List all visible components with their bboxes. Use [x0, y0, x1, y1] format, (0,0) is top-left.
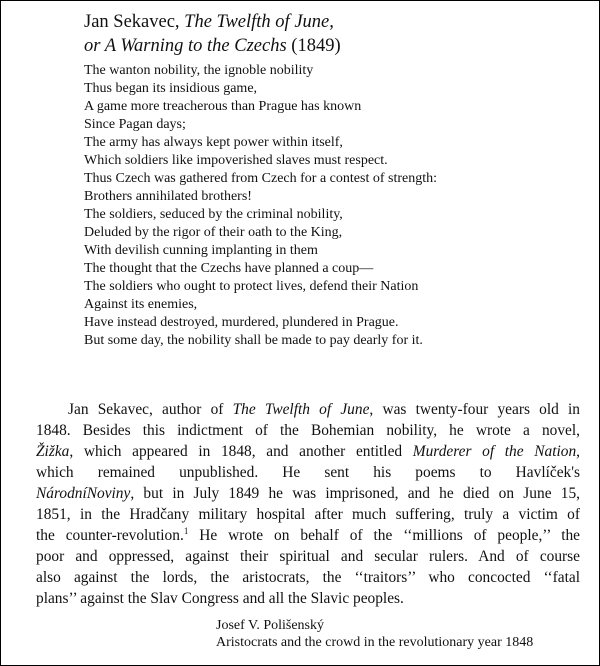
poem-line: Which soldiers like impoverished slaves must respect.: [84, 153, 388, 168]
poem-title-part2: or A Warning to the Czechs: [84, 36, 287, 56]
poem-year: (1849): [286, 36, 341, 56]
text-run: , was twenty-four years old in: [369, 401, 580, 418]
paragraph-line: which remained unpublished. He sent his poems to Havlíček's: [36, 464, 580, 481]
poem-title-part1: The Twelfth of June,: [184, 12, 334, 32]
poem-line: Thus Czech was gathered from Czech for a contest of strength:: [84, 171, 437, 186]
poem-line: The soldiers, seduced by the criminal nobility,: [84, 207, 343, 222]
poem-line: Deluded by the rigor of their oath to the King,: [84, 225, 343, 240]
poem-line: Since Pagan days;: [84, 117, 186, 132]
source-citation: [216, 617, 533, 651]
poem-line: The army has always kept power within itself,: [84, 135, 343, 150]
text-run: He wrote on behalf of the ‘‘millions of people,’’ the: [188, 527, 580, 544]
poem-line: With devilish cunning implanting in them: [84, 243, 318, 258]
italic-title: The Twelfth of June: [232, 401, 370, 418]
text-run: Jan Sekavec, author of: [68, 401, 233, 418]
poem-line: The wanton nobility, the ignoble nobility: [84, 63, 314, 78]
text-run: the counter-revolution.: [36, 527, 184, 544]
poem-line: Brothers annihilated brothers!: [84, 189, 252, 204]
footnote-marker: 1: [183, 526, 189, 536]
citation-author: Josef V. Polišenský: [216, 618, 325, 633]
poem-line: Against its enemies,: [84, 297, 198, 312]
poem-line: Thus began its insidious game,: [84, 81, 258, 96]
citation-work: Aristocrats and the crowd in the revolutionary year 1848: [216, 635, 534, 650]
paragraph-line: also against the lords, the aristocrats, the ‘‘traitors’’ who concocted ‘‘fatal: [36, 569, 580, 586]
text-run: , but in July 1849 he was imprisoned, and he died on June 15,: [130, 485, 580, 502]
commentary-paragraph: [36, 399, 580, 609]
poem-heading: [84, 10, 341, 58]
paragraph-line: [36, 399, 580, 420]
poem-body: [84, 62, 437, 350]
italic-title: Murderer of the Nation: [412, 443, 577, 460]
poem-line: The thought that the Czechs have planned a coup—: [84, 261, 374, 276]
poem-line: But some day, the nobility shall be made to pay dearly for it.: [84, 333, 423, 348]
paragraph-line: 1848. Besides this indictment of the Bohemian nobility, he wrote a novel,: [36, 422, 580, 439]
paragraph-line: poor and oppressed, against their spiritual and secular rulers. And of course: [36, 548, 580, 565]
heading-line-1: [84, 10, 341, 34]
paragraph-line: 1851, in the Hradčany military hospital after much suffering, truly a victim of: [36, 506, 580, 523]
heading-line-2: [84, 34, 341, 58]
italic-title: Žižka: [36, 443, 70, 460]
text-run: , which appeared in 1848, and another entitled: [69, 443, 413, 460]
poem-line: A game more treacherous than Prague has known: [84, 99, 362, 114]
paragraph-line: [36, 525, 580, 546]
poem-author: Jan Sekavec,: [84, 12, 185, 32]
paragraph-line: [36, 441, 580, 462]
paragraph-line: plans’’ against the Slav Congress and all the Slavic peoples.: [36, 590, 404, 607]
text-run: ,: [576, 443, 581, 460]
poem-line: Have instead destroyed, murdered, plundered in Prague.: [84, 315, 399, 330]
poem-line: The soldiers who ought to protect lives, defend their Nation: [84, 279, 419, 294]
paragraph-line: [36, 483, 580, 504]
italic-title: NárodníNoviny: [36, 485, 131, 502]
